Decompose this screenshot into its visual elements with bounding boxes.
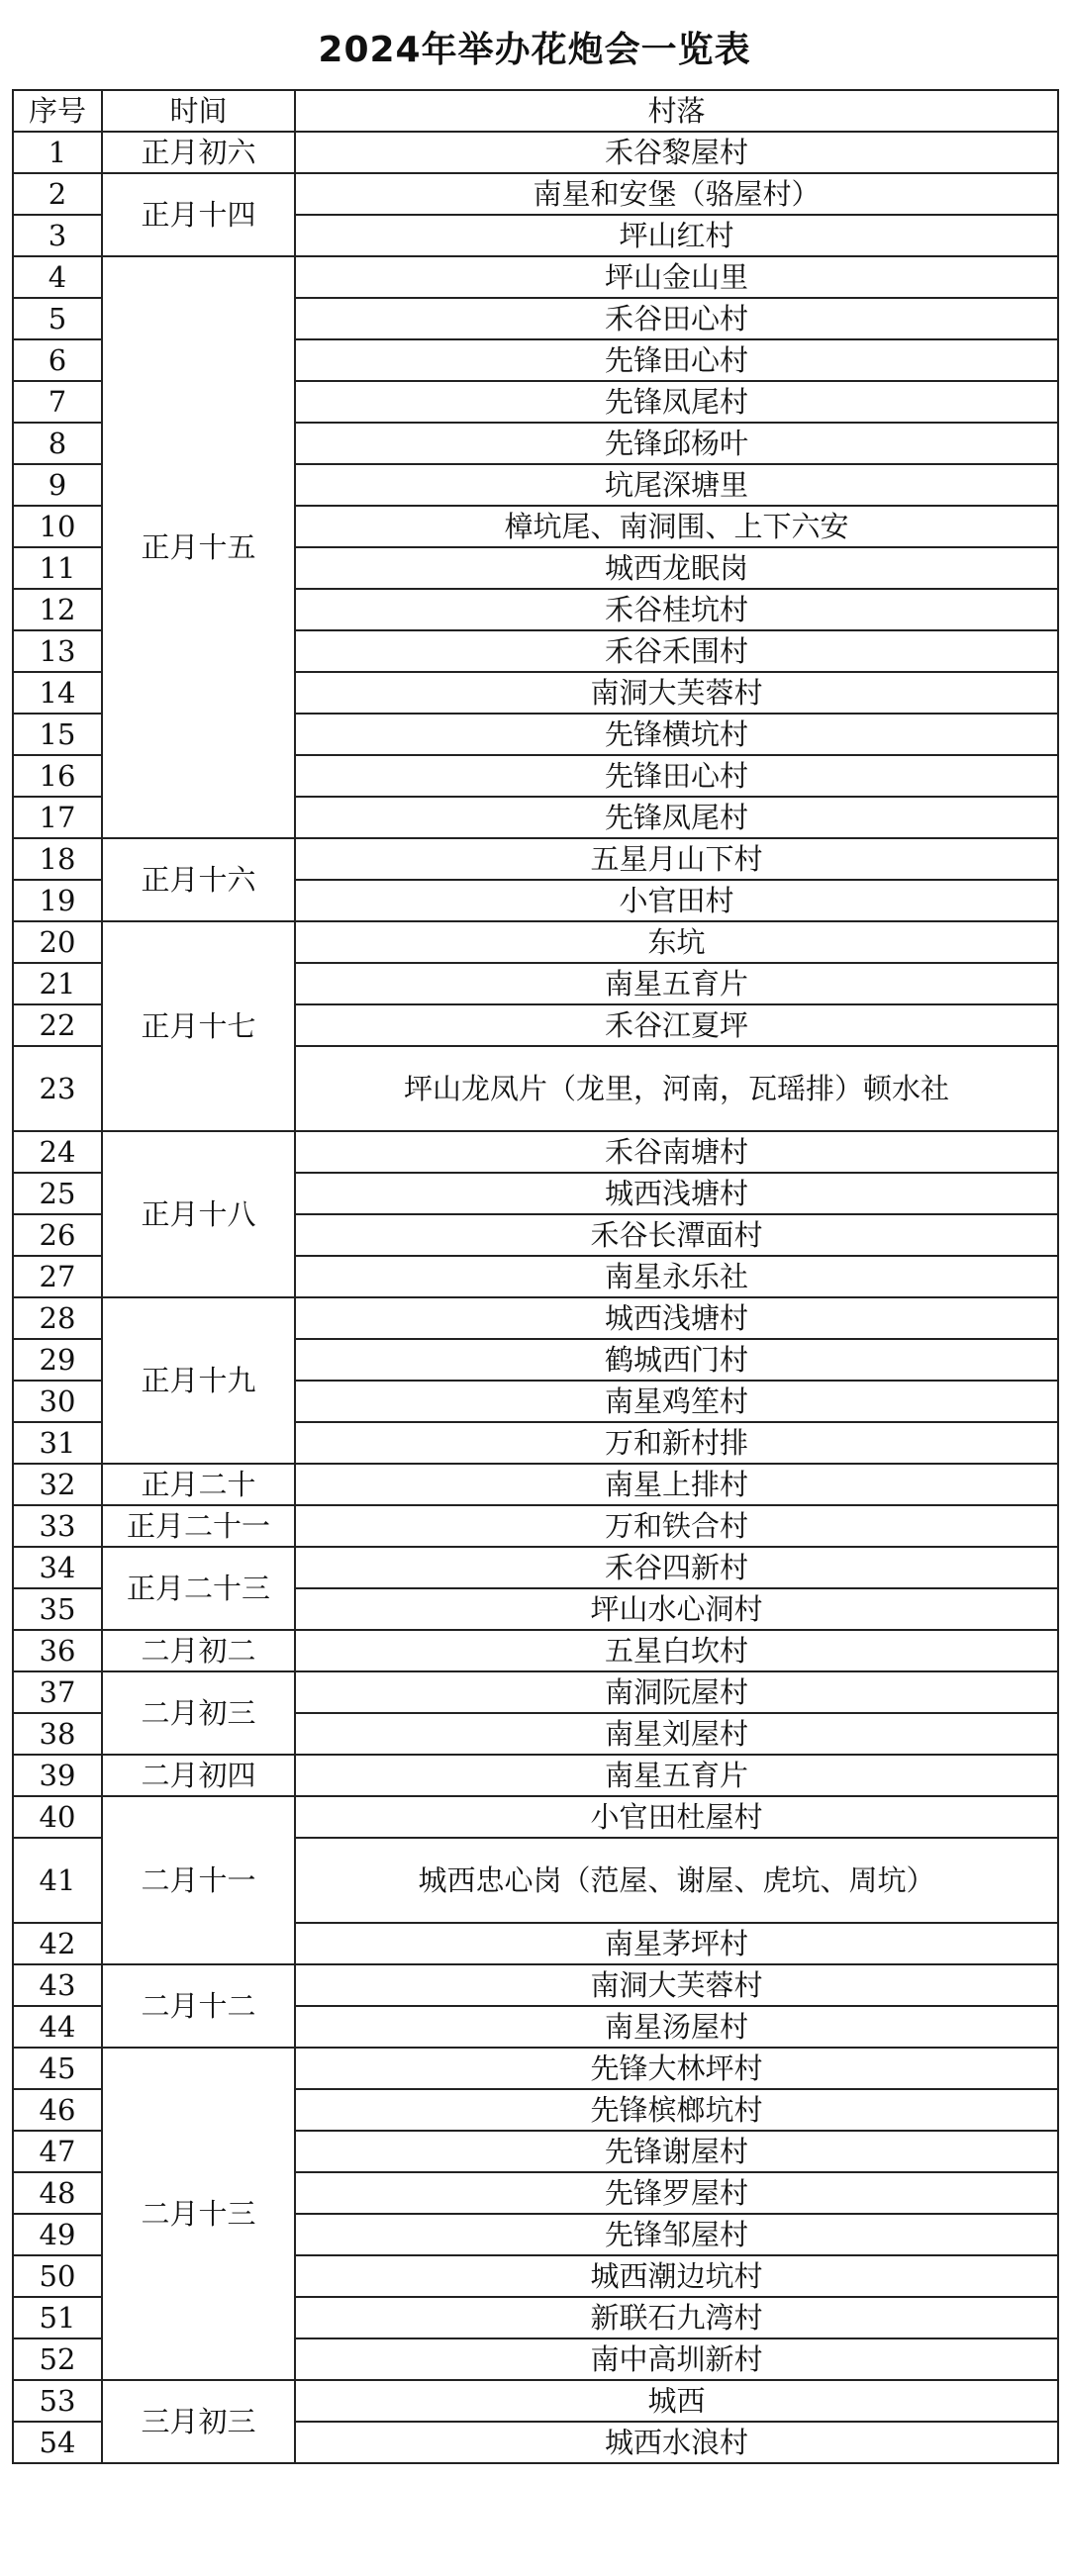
village-cell: 坪山红村: [295, 215, 1058, 256]
table-row: [13, 1505, 1058, 1547]
village-cell: 城西浅塘村: [295, 1297, 1058, 1339]
village-cell: 城西水浪村: [295, 2422, 1058, 2463]
row-number: 42: [13, 1923, 102, 1964]
date-cell: 二月初三: [102, 1671, 295, 1755]
row-number: 6: [13, 339, 102, 381]
date-cell: 正月十六: [102, 838, 295, 921]
row-number: 8: [13, 423, 102, 464]
row-number: 22: [13, 1004, 102, 1046]
village-cell: 城西: [295, 2380, 1058, 2422]
header-number: 序号: [13, 90, 102, 132]
row-number: 4: [13, 256, 102, 298]
village-cell: 五星月山下村: [295, 838, 1058, 880]
table-row: [13, 132, 1058, 173]
village-cell: 城西忠心岗（范屋、谢屋、虎坑、周坑）: [295, 1838, 1058, 1923]
row-number: 18: [13, 838, 102, 880]
village-cell: 先锋大林坪村: [295, 2048, 1058, 2089]
date-cell: 正月二十: [102, 1464, 295, 1505]
row-number: 33: [13, 1505, 102, 1547]
row-number: 38: [13, 1713, 102, 1755]
row-number: 19: [13, 880, 102, 921]
row-number: 34: [13, 1547, 102, 1588]
row-number: 53: [13, 2380, 102, 2422]
village-cell: 先锋凤尾村: [295, 797, 1058, 838]
row-number: 46: [13, 2089, 102, 2131]
table-row: [13, 1630, 1058, 1671]
row-number: 7: [13, 381, 102, 423]
row-number: 51: [13, 2297, 102, 2338]
village-cell: 先锋罗屋村: [295, 2172, 1058, 2214]
row-number: 24: [13, 1131, 102, 1173]
village-cell: 先锋邹屋村: [295, 2214, 1058, 2255]
village-cell: 南星五育片: [295, 963, 1058, 1004]
row-number: 49: [13, 2214, 102, 2255]
village-cell: 城西龙眠岗: [295, 547, 1058, 589]
header-row: [13, 90, 1058, 132]
row-number: 23: [13, 1046, 102, 1131]
row-number: 32: [13, 1464, 102, 1505]
row-number: 29: [13, 1339, 102, 1381]
table-row: [13, 1964, 1058, 2006]
village-cell: 禾谷田心村: [295, 298, 1058, 339]
row-number: 17: [13, 797, 102, 838]
date-cell: 二月初二: [102, 1630, 295, 1671]
row-number: 13: [13, 630, 102, 672]
date-cell: 二月十一: [102, 1796, 295, 1964]
village-cell: 坪山金山里: [295, 256, 1058, 298]
table-row: [13, 1796, 1058, 1838]
village-cell: 万和新村排: [295, 1422, 1058, 1464]
village-cell: 南星永乐社: [295, 1256, 1058, 1297]
row-number: 14: [13, 672, 102, 714]
row-number: 30: [13, 1381, 102, 1422]
village-cell: 先锋凤尾村: [295, 381, 1058, 423]
village-cell: 先锋田心村: [295, 755, 1058, 797]
row-number: 10: [13, 506, 102, 547]
row-number: 31: [13, 1422, 102, 1464]
row-number: 26: [13, 1214, 102, 1256]
table-body: [13, 132, 1058, 2463]
row-number: 3: [13, 215, 102, 256]
village-cell: 新联石九湾村: [295, 2297, 1058, 2338]
village-cell: 先锋田心村: [295, 339, 1058, 381]
header-village: 村落: [295, 90, 1058, 132]
village-cell: 南星刘屋村: [295, 1713, 1058, 1755]
table-row: [13, 1297, 1058, 1339]
row-number: 16: [13, 755, 102, 797]
row-number: 45: [13, 2048, 102, 2089]
village-cell: 禾谷四新村: [295, 1547, 1058, 1588]
row-number: 11: [13, 547, 102, 589]
village-cell: 禾谷长潭面村: [295, 1214, 1058, 1256]
date-cell: 二月十二: [102, 1964, 295, 2048]
village-cell: 先锋邱杨叶: [295, 423, 1058, 464]
village-cell: 先锋谢屋村: [295, 2131, 1058, 2172]
village-cell: 鹤城西门村: [295, 1339, 1058, 1381]
row-number: 54: [13, 2422, 102, 2463]
schedule-sheet: [12, 12, 1057, 2464]
village-cell: 樟坑尾、南洞围、上下六安: [295, 506, 1058, 547]
date-cell: 正月十九: [102, 1297, 295, 1464]
village-cell: 坑尾深塘里: [295, 464, 1058, 506]
village-cell: 禾谷江夏坪: [295, 1004, 1058, 1046]
row-number: 39: [13, 1755, 102, 1796]
village-cell: 城西浅塘村: [295, 1173, 1058, 1214]
date-cell: 正月二十三: [102, 1547, 295, 1630]
village-cell: 先锋槟榔坑村: [295, 2089, 1058, 2131]
village-cell: 坪山水心洞村: [295, 1588, 1058, 1630]
row-number: 50: [13, 2255, 102, 2297]
date-cell: 正月十五: [102, 256, 295, 838]
row-number: 36: [13, 1630, 102, 1671]
row-number: 47: [13, 2131, 102, 2172]
village-cell: 万和铁合村: [295, 1505, 1058, 1547]
row-number: 1: [13, 132, 102, 173]
table-row: [13, 173, 1058, 215]
village-cell: 城西潮边坑村: [295, 2255, 1058, 2297]
village-cell: 小官田村: [295, 880, 1058, 921]
table-row: [13, 1671, 1058, 1713]
table-row: [13, 256, 1058, 298]
row-number: 9: [13, 464, 102, 506]
table-row: [13, 838, 1058, 880]
row-number: 5: [13, 298, 102, 339]
village-cell: 小官田杜屋村: [295, 1796, 1058, 1838]
date-cell: 三月初三: [102, 2380, 295, 2463]
table-row: [13, 1755, 1058, 1796]
date-cell: 二月初四: [102, 1755, 295, 1796]
header-time: 时间: [102, 90, 295, 132]
village-cell: 南洞大芙蓉村: [295, 672, 1058, 714]
village-cell: 南洞大芙蓉村: [295, 1964, 1058, 2006]
row-number: 21: [13, 963, 102, 1004]
table-row: [13, 1464, 1058, 1505]
village-cell: 南中高圳新村: [295, 2338, 1058, 2380]
date-cell: 正月十八: [102, 1131, 295, 1297]
page-title: 2024年举办花炮会一览表: [318, 30, 751, 70]
village-cell: 南星五育片: [295, 1755, 1058, 1796]
date-cell: 二月十三: [102, 2048, 295, 2380]
village-cell: 南星上排村: [295, 1464, 1058, 1505]
table-row: [13, 1131, 1058, 1173]
village-cell: 南星和安堡（骆屋村）: [295, 173, 1058, 215]
row-number: 15: [13, 714, 102, 755]
row-number: 48: [13, 2172, 102, 2214]
village-cell: 禾谷南塘村: [295, 1131, 1058, 1173]
village-cell: 东坑: [295, 921, 1058, 963]
row-number: 27: [13, 1256, 102, 1297]
row-number: 2: [13, 173, 102, 215]
village-cell: 禾谷黎屋村: [295, 132, 1058, 173]
table-row: [13, 2048, 1058, 2089]
row-number: 41: [13, 1838, 102, 1923]
village-cell: 五星白坎村: [295, 1630, 1058, 1671]
village-cell: 南星茅坪村: [295, 1923, 1058, 1964]
table-row: [13, 2380, 1058, 2422]
row-number: 12: [13, 589, 102, 630]
row-number: 28: [13, 1297, 102, 1339]
table-row: [13, 1547, 1058, 1588]
row-number: 43: [13, 1964, 102, 2006]
row-number: 25: [13, 1173, 102, 1214]
date-cell: 正月初六: [102, 132, 295, 173]
date-cell: 正月二十一: [102, 1505, 295, 1547]
date-cell: 正月十七: [102, 921, 295, 1131]
row-number: 37: [13, 1671, 102, 1713]
village-cell: 先锋横坑村: [295, 714, 1058, 755]
row-number: 35: [13, 1588, 102, 1630]
row-number: 52: [13, 2338, 102, 2380]
village-cell: 南洞阮屋村: [295, 1671, 1058, 1713]
row-number: 40: [13, 1796, 102, 1838]
village-cell: 南星汤屋村: [295, 2006, 1058, 2048]
schedule-table: [12, 89, 1059, 2464]
date-cell: 正月十四: [102, 173, 295, 256]
village-cell: 禾谷桂坑村: [295, 589, 1058, 630]
village-cell: 禾谷禾围村: [295, 630, 1058, 672]
row-number: 20: [13, 921, 102, 963]
village-cell: 南星鸡笙村: [295, 1381, 1058, 1422]
row-number: 44: [13, 2006, 102, 2048]
table-row: [13, 921, 1058, 963]
village-cell: 坪山龙凤片（龙里，河南，瓦瑶排）顿水社: [295, 1046, 1058, 1131]
